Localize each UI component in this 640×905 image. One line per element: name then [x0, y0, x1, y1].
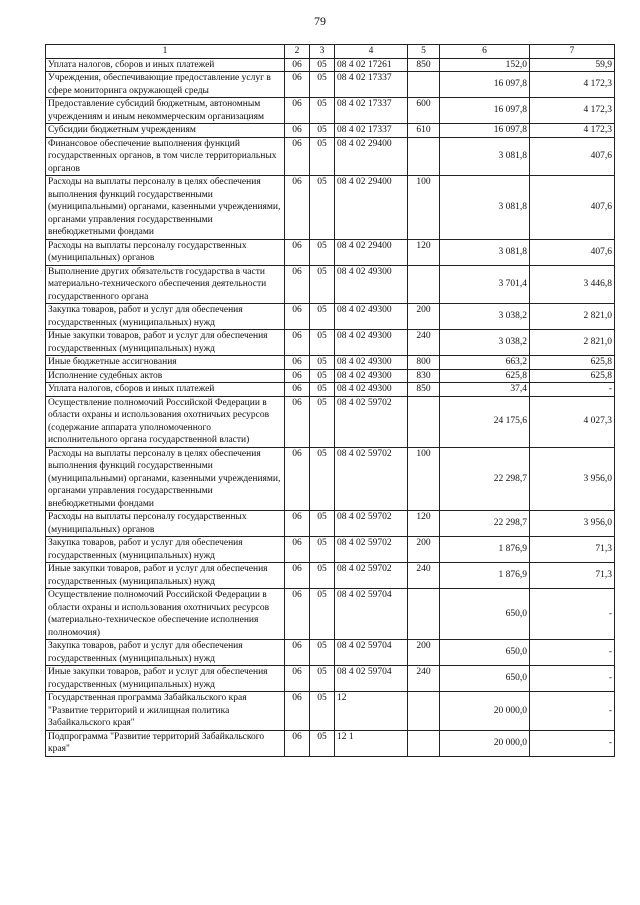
row-target-code: 08 4 02 49300 — [335, 356, 408, 370]
row-amount-actual: 3 956,0 — [530, 447, 615, 511]
row-section: 06 — [285, 265, 310, 304]
row-name: Осуществление полномочий Российской Федерации в области охраны и использования охотничьих ресурсов (материально-техническое обеспечение исполнения полномочия) — [46, 589, 285, 640]
row-expense-type: 240 — [408, 563, 440, 589]
row-target-code: 08 4 02 59704 — [335, 640, 408, 666]
row-subsection: 05 — [310, 640, 335, 666]
table-row — [46, 640, 615, 666]
row-target-code: 08 4 02 59704 — [335, 589, 408, 640]
row-amount-actual: - — [530, 383, 615, 397]
row-amount-actual: 2 821,0 — [530, 304, 615, 330]
row-target-code: 12 — [335, 692, 408, 731]
table-row — [46, 98, 615, 124]
row-amount-actual: 625,8 — [530, 369, 615, 383]
row-name: Предоставление субсидий бюджетным, автономным учреждениям и иным некоммерческим организациям — [46, 98, 285, 124]
row-section: 06 — [285, 511, 310, 537]
row-section: 06 — [285, 304, 310, 330]
row-amount-actual: - — [530, 589, 615, 640]
row-section: 06 — [285, 239, 310, 265]
row-expense-type: 200 — [408, 640, 440, 666]
row-name: Расходы на выплаты персоналу государственных (муниципальных) органов — [46, 511, 285, 537]
header-row — [46, 45, 615, 59]
row-expense-type — [408, 589, 440, 640]
row-amount-plan: 1 876,9 — [440, 563, 530, 589]
row-target-code: 08 4 02 49300 — [335, 265, 408, 304]
row-name: Иные закупки товаров, работ и услуг для обеспечения государственных (муниципальных) нужд — [46, 666, 285, 692]
col-header-7: 7 — [530, 45, 615, 59]
row-amount-actual: 407,6 — [530, 137, 615, 176]
table-row — [46, 356, 615, 370]
row-target-code: 08 4 02 17337 — [335, 124, 408, 138]
table-row — [46, 330, 615, 356]
row-subsection: 05 — [310, 265, 335, 304]
row-subsection: 05 — [310, 304, 335, 330]
table-row — [46, 396, 615, 447]
row-section: 06 — [285, 692, 310, 731]
table-row — [46, 447, 615, 511]
row-target-code: 08 4 02 29400 — [335, 239, 408, 265]
row-target-code: 08 4 02 49300 — [335, 369, 408, 383]
row-target-code: 08 4 02 59704 — [335, 666, 408, 692]
row-expense-type: 100 — [408, 176, 440, 240]
row-name: Подпрограмма "Развитие территорий Забайкальского края" — [46, 730, 285, 756]
row-target-code: 08 4 02 59702 — [335, 511, 408, 537]
table-row — [46, 692, 615, 731]
table-row — [46, 304, 615, 330]
row-section: 06 — [285, 640, 310, 666]
row-subsection: 05 — [310, 383, 335, 397]
row-expense-type — [408, 396, 440, 447]
row-amount-actual: 625,8 — [530, 356, 615, 370]
row-amount-actual: 3 956,0 — [530, 511, 615, 537]
row-subsection: 05 — [310, 666, 335, 692]
row-subsection: 05 — [310, 589, 335, 640]
row-amount-plan: 650,0 — [440, 666, 530, 692]
row-target-code: 08 4 02 29400 — [335, 137, 408, 176]
table-row — [46, 563, 615, 589]
row-target-code: 08 4 02 29400 — [335, 176, 408, 240]
row-amount-plan: 3 038,2 — [440, 304, 530, 330]
row-amount-plan: 3 701,4 — [440, 265, 530, 304]
table-row — [46, 239, 615, 265]
row-target-code: 08 4 02 17261 — [335, 58, 408, 72]
row-amount-actual: 4 027,3 — [530, 396, 615, 447]
row-name: Иные бюджетные ассигнования — [46, 356, 285, 370]
row-subsection: 05 — [310, 330, 335, 356]
row-section: 06 — [285, 176, 310, 240]
page-number: 79 — [314, 14, 326, 28]
table-row — [46, 537, 615, 563]
row-amount-plan: 24 175,6 — [440, 396, 530, 447]
row-section: 06 — [285, 537, 310, 563]
row-amount-plan: 152,0 — [440, 58, 530, 72]
table-row — [46, 666, 615, 692]
row-subsection: 05 — [310, 369, 335, 383]
row-subsection: 05 — [310, 537, 335, 563]
row-subsection: 05 — [310, 72, 335, 98]
row-section: 06 — [285, 58, 310, 72]
row-amount-plan: 20 000,0 — [440, 730, 530, 756]
row-section: 06 — [285, 356, 310, 370]
table-row — [46, 369, 615, 383]
row-name: Закупка товаров, работ и услуг для обеспечения государственных (муниципальных) нужд — [46, 304, 285, 330]
row-expense-type: 600 — [408, 98, 440, 124]
row-amount-actual: 4 172,3 — [530, 124, 615, 138]
row-section: 06 — [285, 383, 310, 397]
row-amount-actual: 4 172,3 — [530, 72, 615, 98]
row-expense-type: 240 — [408, 330, 440, 356]
row-amount-plan: 22 298,7 — [440, 447, 530, 511]
row-amount-plan: 1 876,9 — [440, 537, 530, 563]
row-subsection: 05 — [310, 447, 335, 511]
row-expense-type: 610 — [408, 124, 440, 138]
row-expense-type: 800 — [408, 356, 440, 370]
row-subsection: 05 — [310, 692, 335, 731]
row-expense-type: 120 — [408, 239, 440, 265]
row-target-code: 08 4 02 59702 — [335, 563, 408, 589]
row-name: Учреждения, обеспечивающие предоставление услуг в сфере мониторинга окружающей среды — [46, 72, 285, 98]
col-header-5: 5 — [408, 45, 440, 59]
col-header-2: 2 — [285, 45, 310, 59]
row-name: Закупка товаров, работ и услуг для обеспечения государственных (муниципальных) нужд — [46, 640, 285, 666]
table-row — [46, 137, 615, 176]
row-name: Осуществление полномочий Российской Федерации в области охраны и использования охотничьих ресурсов (содержание аппарата уполномоченного исполнительного органа государственной власти) — [46, 396, 285, 447]
table-row — [46, 72, 615, 98]
row-name: Закупка товаров, работ и услуг для обеспечения государственных (муниципальных) нужд — [46, 537, 285, 563]
row-expense-type: 850 — [408, 383, 440, 397]
row-expense-type — [408, 72, 440, 98]
table-body — [46, 58, 615, 756]
row-section: 06 — [285, 447, 310, 511]
row-amount-plan: 625,8 — [440, 369, 530, 383]
row-section: 06 — [285, 369, 310, 383]
row-target-code: 08 4 02 59702 — [335, 537, 408, 563]
row-name: Уплата налогов, сборов и иных платежей — [46, 58, 285, 72]
row-section: 06 — [285, 72, 310, 98]
row-name: Финансовое обеспечение выполнения функций государственных органов, в том числе территориальных органов — [46, 137, 285, 176]
col-header-4: 4 — [335, 45, 408, 59]
row-subsection: 05 — [310, 511, 335, 537]
row-subsection: 05 — [310, 124, 335, 138]
row-section: 06 — [285, 730, 310, 756]
row-subsection: 05 — [310, 58, 335, 72]
row-amount-actual: 407,6 — [530, 176, 615, 240]
row-subsection: 05 — [310, 239, 335, 265]
row-expense-type: 850 — [408, 58, 440, 72]
row-subsection: 05 — [310, 396, 335, 447]
row-amount-plan: 650,0 — [440, 589, 530, 640]
row-amount-plan: 3 081,8 — [440, 239, 530, 265]
row-amount-plan: 663,2 — [440, 356, 530, 370]
row-subsection: 05 — [310, 137, 335, 176]
row-section: 06 — [285, 589, 310, 640]
table-row — [46, 730, 615, 756]
row-expense-type — [408, 692, 440, 731]
row-amount-actual: - — [530, 692, 615, 731]
row-name: Уплата налогов, сборов и иных платежей — [46, 383, 285, 397]
row-subsection: 05 — [310, 98, 335, 124]
row-target-code: 08 4 02 49300 — [335, 330, 408, 356]
row-amount-plan: 650,0 — [440, 640, 530, 666]
row-amount-plan: 3 038,2 — [440, 330, 530, 356]
col-header-1: 1 — [46, 45, 285, 59]
row-target-code: 08 4 02 49300 — [335, 383, 408, 397]
row-target-code: 08 4 02 49300 — [335, 304, 408, 330]
row-section: 06 — [285, 396, 310, 447]
row-amount-actual: - — [530, 666, 615, 692]
row-amount-actual: - — [530, 730, 615, 756]
row-amount-actual: 407,6 — [530, 239, 615, 265]
table-row — [46, 176, 615, 240]
col-header-3: 3 — [310, 45, 335, 59]
row-expense-type — [408, 730, 440, 756]
row-amount-plan: 3 081,8 — [440, 137, 530, 176]
row-amount-actual: 2 821,0 — [530, 330, 615, 356]
table-row — [46, 265, 615, 304]
row-amount-plan: 3 081,8 — [440, 176, 530, 240]
row-name: Расходы на выплаты персоналу в целях обеспечения выполнения функций государственными (муниципальными) органами, казенными учреждениями, органами управления государственными внебюджетными фондами — [46, 176, 285, 240]
row-name: Иные закупки товаров, работ и услуг для обеспечения государственных (муниципальных) нужд — [46, 563, 285, 589]
row-amount-actual: 3 446,8 — [530, 265, 615, 304]
row-amount-actual: 71,3 — [530, 537, 615, 563]
table-row — [46, 589, 615, 640]
row-amount-actual: 59,9 — [530, 58, 615, 72]
row-name: Иные закупки товаров, работ и услуг для обеспечения государственных (муниципальных) нужд — [46, 330, 285, 356]
row-amount-actual: 4 172,3 — [530, 98, 615, 124]
row-expense-type: 200 — [408, 304, 440, 330]
budget-table — [45, 44, 615, 757]
row-section: 06 — [285, 563, 310, 589]
row-name: Расходы на выплаты персоналу государственных (муниципальных) органов — [46, 239, 285, 265]
row-amount-actual: - — [530, 640, 615, 666]
row-target-code: 08 4 02 59702 — [335, 396, 408, 447]
row-expense-type — [408, 137, 440, 176]
table-row — [46, 58, 615, 72]
col-header-6: 6 — [440, 45, 530, 59]
row-expense-type: 100 — [408, 447, 440, 511]
row-target-code: 08 4 02 17337 — [335, 72, 408, 98]
row-expense-type: 120 — [408, 511, 440, 537]
row-amount-plan: 16 097,8 — [440, 124, 530, 138]
table-row — [46, 383, 615, 397]
table-row — [46, 124, 615, 138]
row-name: Субсидии бюджетным учреждениям — [46, 124, 285, 138]
row-amount-plan: 16 097,8 — [440, 72, 530, 98]
row-amount-actual: 71,3 — [530, 563, 615, 589]
row-target-code: 08 4 02 17337 — [335, 98, 408, 124]
row-section: 06 — [285, 98, 310, 124]
row-expense-type: 830 — [408, 369, 440, 383]
row-name: Исполнение судебных актов — [46, 369, 285, 383]
row-expense-type — [408, 265, 440, 304]
row-name: Государственная программа Забайкальского края "Развитие территорий и жилищная политика Забайкальского края" — [46, 692, 285, 731]
table-row — [46, 511, 615, 537]
row-subsection: 05 — [310, 730, 335, 756]
row-amount-plan: 22 298,7 — [440, 511, 530, 537]
row-section: 06 — [285, 137, 310, 176]
row-section: 06 — [285, 666, 310, 692]
row-expense-type: 240 — [408, 666, 440, 692]
row-amount-plan: 20 000,0 — [440, 692, 530, 731]
row-section: 06 — [285, 124, 310, 138]
row-name: Выполнение других обязательств государства в части материально-технического обеспечения деятельности государственного органа — [46, 265, 285, 304]
row-subsection: 05 — [310, 356, 335, 370]
row-expense-type: 200 — [408, 537, 440, 563]
row-subsection: 05 — [310, 176, 335, 240]
row-section: 06 — [285, 330, 310, 356]
row-name: Расходы на выплаты персоналу в целях обеспечения выполнения функций государственными (муниципальными) органами, казенными учреждениями, органами управления государственными внебюджетными фондами — [46, 447, 285, 511]
row-subsection: 05 — [310, 563, 335, 589]
row-target-code: 12 1 — [335, 730, 408, 756]
row-amount-plan: 37,4 — [440, 383, 530, 397]
row-amount-plan: 16 097,8 — [440, 98, 530, 124]
row-target-code: 08 4 02 59702 — [335, 447, 408, 511]
